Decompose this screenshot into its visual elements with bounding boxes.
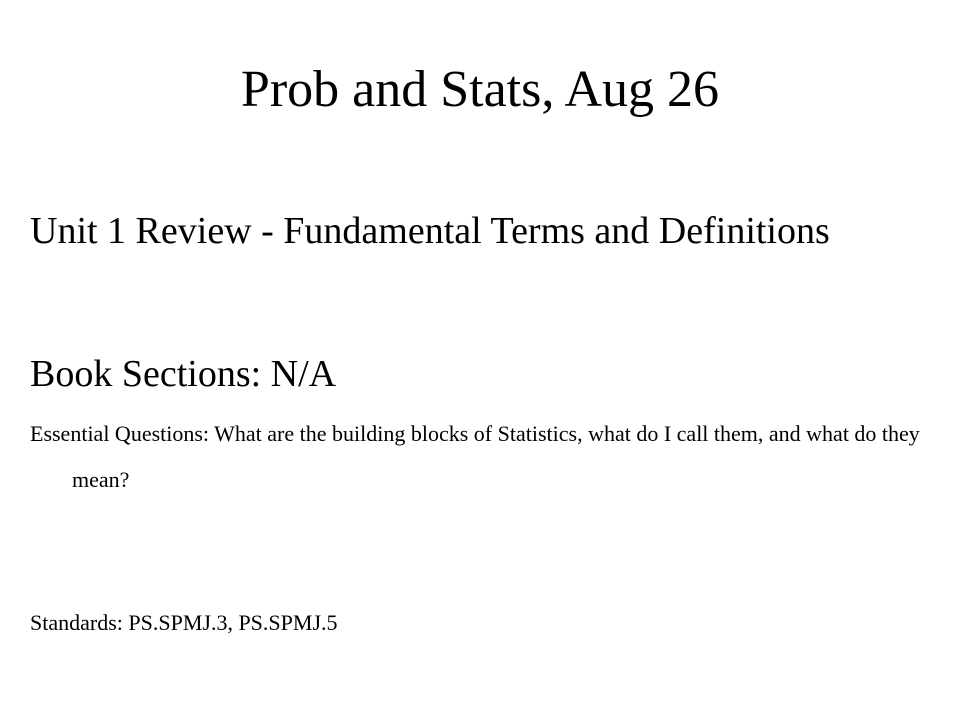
- essential-questions: Essential Questions: What are the building blocks of Statistics, what do I call them, and what do they mean?: [30, 421, 920, 492]
- book-sections: Book Sections: N/A: [30, 353, 337, 395]
- slide-title: Prob and Stats, Aug 26: [240, 61, 720, 118]
- standards: Standards: PS.SPMJ.3, PS.SPMJ.5: [30, 610, 338, 635]
- unit-heading: Unit 1 Review - Fundamental Terms and Definitions: [30, 210, 830, 252]
